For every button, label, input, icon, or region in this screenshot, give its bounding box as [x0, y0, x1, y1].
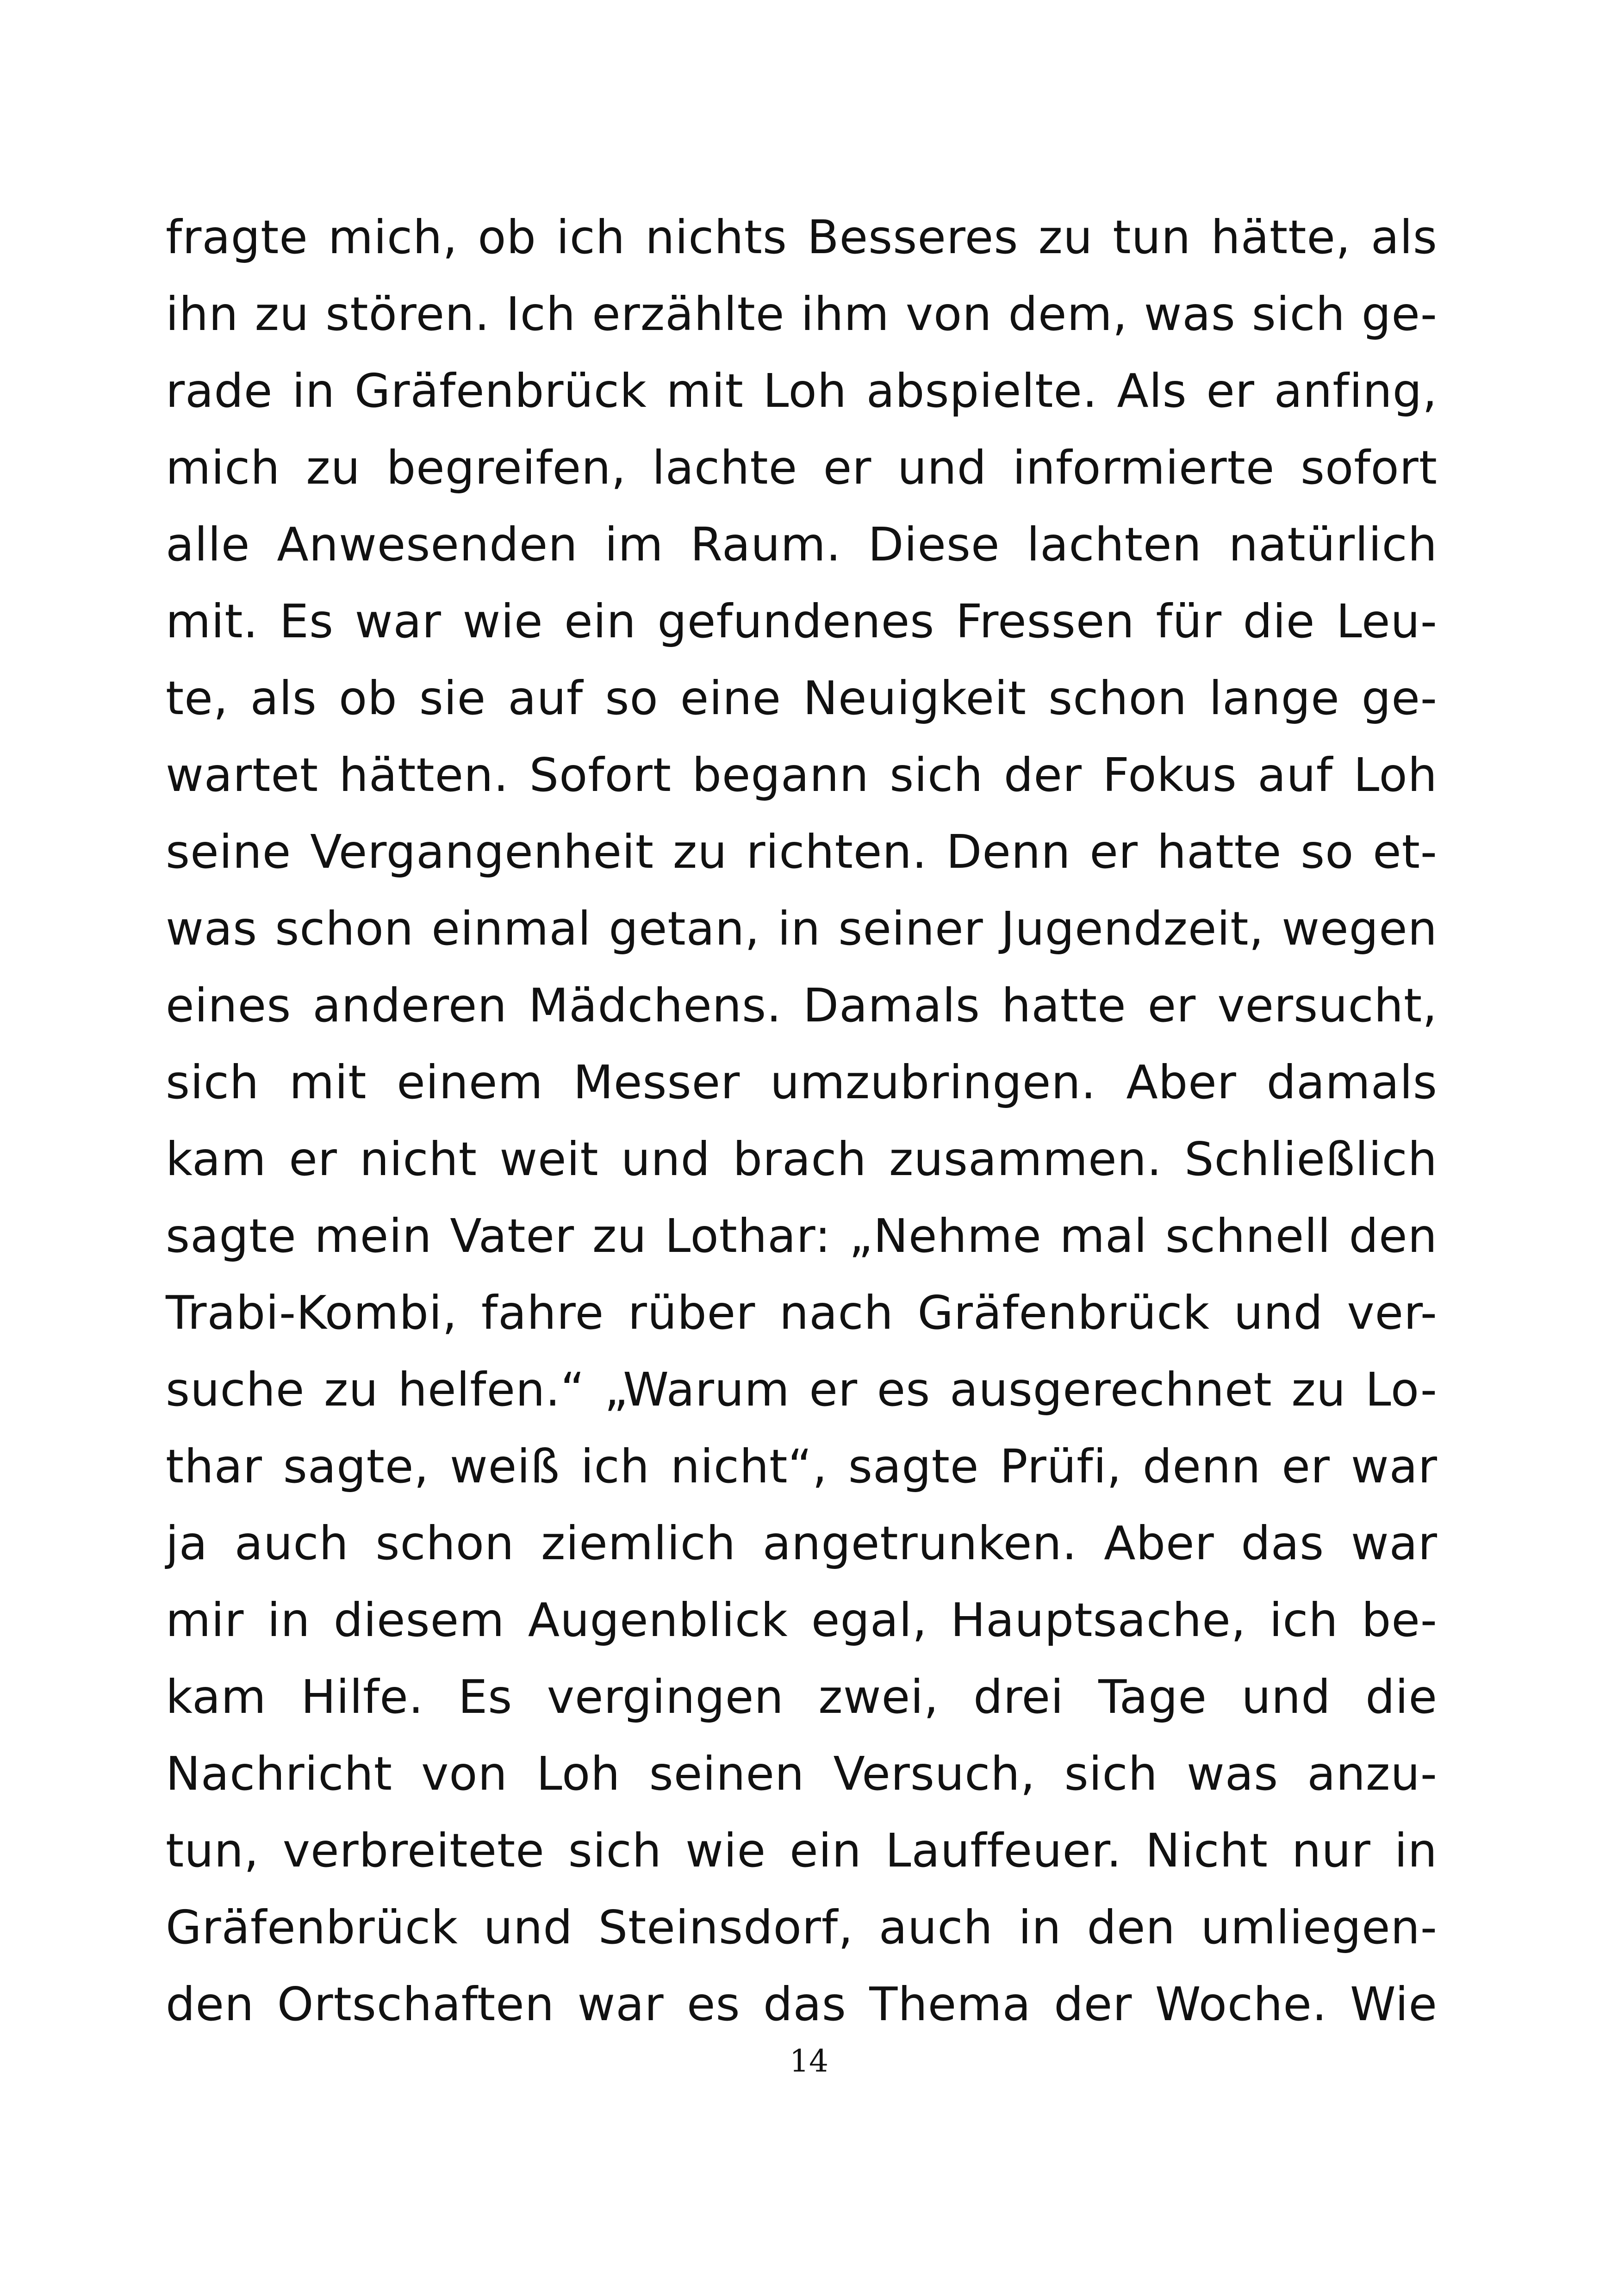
- text-line: te, als ob sie auf so eine Neuigkeit schon lange ge-: [166, 671, 1438, 725]
- text-line: suche zu helfen.“ „Warum er es ausgerechnet zu Lo-: [166, 1363, 1438, 1417]
- text-line: mit. Es war wie ein gefundenes Fressen für die Leu-: [166, 594, 1438, 648]
- text-line: ihn zu stören. Ich erzählte ihm von dem, was sich ge-: [166, 287, 1438, 341]
- text-line: kam er nicht weit und brach zusammen. Schließlich: [166, 1132, 1438, 1186]
- text-line: wartet hätten. Sofort begann sich der Fokus auf Loh: [166, 748, 1438, 802]
- text-line: rade in Gräfenbrück mit Loh abspielte. Als er anfing,: [166, 364, 1438, 418]
- text-line: alle Anwesenden im Raum. Diese lachten natürlich: [166, 517, 1438, 572]
- text-line: den Ortschaften war es das Thema der Woche. Wie: [166, 1977, 1438, 2031]
- text-line: was schon einmal getan, in seiner Jugendzeit, wegen: [166, 902, 1438, 956]
- text-line: ja auch schon ziemlich angetrunken. Aber das war: [166, 1516, 1438, 1570]
- text-line: Gräfenbrück und Steinsdorf, auch in den umliegen-: [166, 1900, 1438, 1954]
- text-line: seine Vergangenheit zu richten. Denn er hatte so et-: [166, 825, 1438, 879]
- text-line: thar sagte, weiß ich nicht“, sagte Prüfi, denn er war: [166, 1439, 1438, 1493]
- text-line: eines anderen Mädchens. Damals hatte er versucht,: [166, 978, 1438, 1033]
- body-text: [166, 199, 1438, 2043]
- text-line: Nachricht von Loh seinen Versuch, sich was anzu-: [166, 1747, 1438, 1801]
- text-line: sich mit einem Messer umzubringen. Aber damals: [166, 1055, 1438, 1109]
- text-line: mich zu begreifen, lachte er und informierte sofort: [166, 441, 1438, 495]
- text-line: tun, verbreitete sich wie ein Lauffeuer. Nicht nur in: [166, 1823, 1438, 1878]
- page-number: 14: [790, 2043, 828, 2079]
- text-line: mir in diesem Augenblick egal, Hauptsache, ich be-: [166, 1593, 1438, 1647]
- text-line: fragte mich, ob ich nichts Besseres zu tun hätte, als: [166, 210, 1438, 264]
- text-line: kam Hilfe. Es vergingen zwei, drei Tage und die: [166, 1670, 1438, 1724]
- text-line: Trabi-Kombi, fahre rüber nach Gräfenbrück und ver-: [166, 1286, 1438, 1340]
- text-line: sagte mein Vater zu Lothar: „Nehme mal schnell den: [166, 1209, 1438, 1263]
